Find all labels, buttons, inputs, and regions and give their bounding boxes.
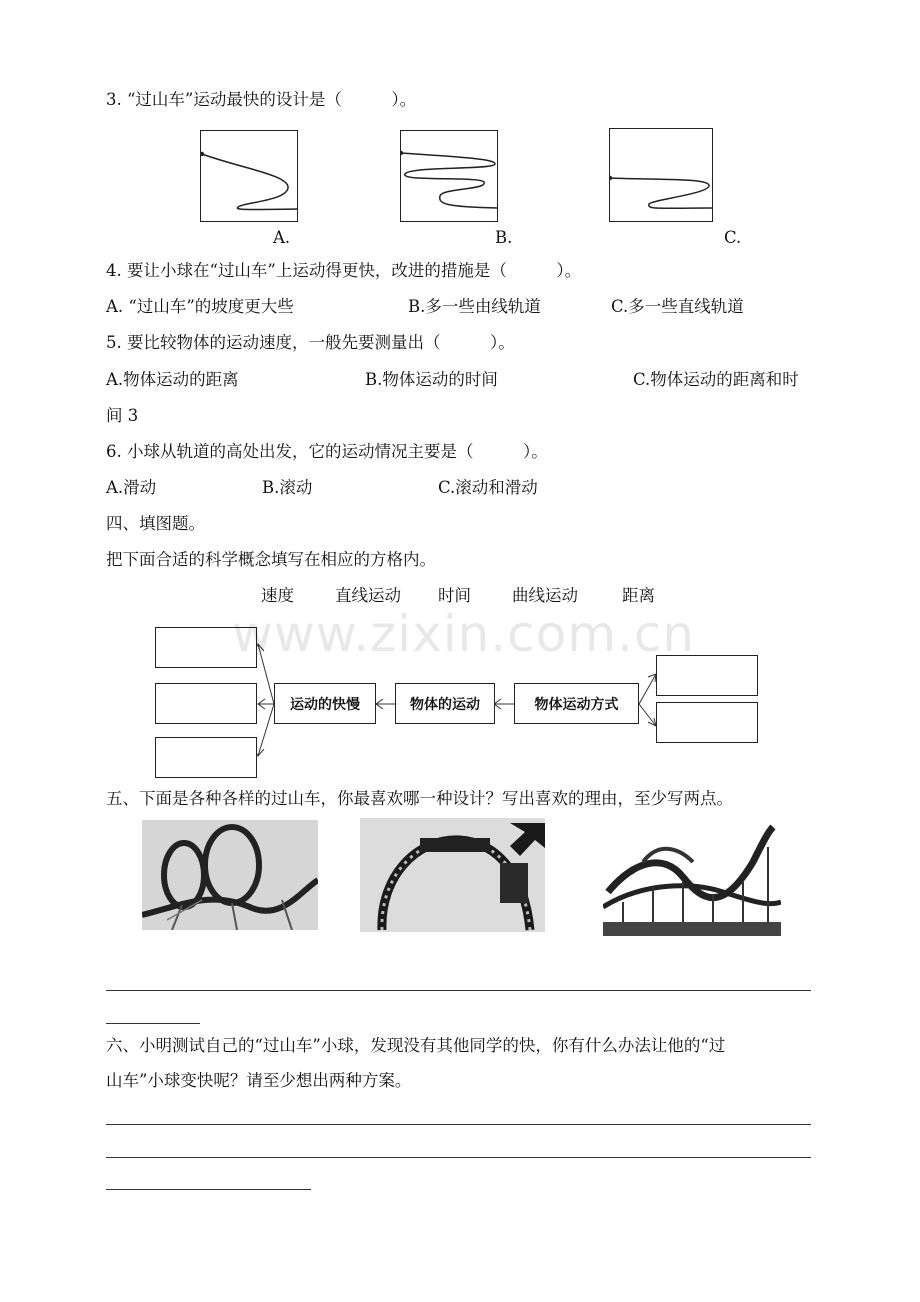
q4-option-c: C.多一些直线轨道 <box>611 297 744 316</box>
watermark: www.zixin.com.cn <box>232 605 696 663</box>
q5-option-c-continued: 间 3 <box>106 406 139 425</box>
roller-coaster-photo-loops <box>142 820 318 930</box>
track-b-curve <box>400 130 498 222</box>
section5-title: 五、下面是各种各样的过山车，你最喜欢哪一种设计？写出喜欢的理由，至少写两点。 <box>106 789 733 808</box>
q6-option-a: A.滑动 <box>106 478 157 497</box>
q6-text: 6. 小球从轨道的高处出发，它的运动情况主要是（ ）。 <box>106 442 548 461</box>
track-a-curve <box>200 130 298 222</box>
answer-line-5-1[interactable] <box>106 990 811 991</box>
q4-option-a: A. “过山车”的坡度更大些 <box>106 297 294 316</box>
box-motion-mode: 物体运动方式 <box>514 683 639 724</box>
fill-box-speed-3[interactable] <box>155 737 257 778</box>
section6-line1: 六、小明测试自己的“过山车”小球，发现没有其他同学的快，你有什么办法让他的“过 <box>106 1036 726 1055</box>
answer-line-5-2[interactable] <box>106 1023 200 1024</box>
q5-option-a: A.物体运动的距离 <box>106 370 239 389</box>
q5-option-b: B.物体运动的时间 <box>365 370 498 389</box>
track-diagram-a <box>200 130 298 222</box>
fill-box-speed-2[interactable] <box>155 683 257 724</box>
answer-line-6-1[interactable] <box>106 1124 811 1125</box>
q4-option-b: B.多一些由线轨道 <box>408 297 541 316</box>
track-label-c: C. <box>724 228 742 247</box>
roller-coaster-tall-image <box>603 822 781 936</box>
concept-word: 时间 <box>438 586 471 605</box>
track-diagram-b <box>400 130 498 222</box>
track-c-curve <box>609 128 713 222</box>
roller-coaster-loops-image <box>142 820 318 930</box>
answer-line-6-3[interactable] <box>106 1189 311 1190</box>
q3-text: 3. “过山车”运动最快的设计是（ ）。 <box>106 90 417 109</box>
track-label-a: A. <box>273 228 291 247</box>
section6-line2: 山车”小球变快呢？请至少想出两种方案。 <box>106 1071 412 1090</box>
concept-word: 速度 <box>261 586 294 605</box>
q5-option-c: C.物体运动的距离和时 <box>633 370 799 389</box>
concept-word: 距离 <box>622 586 655 605</box>
fill-box-mode-2[interactable] <box>656 702 758 743</box>
section4-title: 四、填图题。 <box>106 514 205 533</box>
answer-line-6-2[interactable] <box>106 1157 811 1158</box>
q4-text: 4. 要让小球在“过山车”上运动得更快，改进的措施是（ ）。 <box>106 261 582 280</box>
track-diagram-c <box>609 128 713 222</box>
q6-option-c: C.滚动和滑动 <box>438 478 538 497</box>
q6-option-b: B.滚动 <box>262 478 313 497</box>
box-speed: 运动的快慢 <box>274 683 376 724</box>
concept-word: 直线运动 <box>335 586 401 605</box>
roller-coaster-train-image <box>360 818 545 932</box>
roller-coaster-photo-tall <box>603 822 781 936</box>
section4-instruction: 把下面合适的科学概念填写在相应的方格内。 <box>106 550 436 569</box>
q5-text: 5. 要比较物体的运动速度，一般先要测量出（ ）。 <box>106 333 515 352</box>
box-motion: 物体的运动 <box>395 683 495 724</box>
roller-coaster-photo-train <box>360 818 545 932</box>
track-label-b: B. <box>495 228 513 247</box>
concept-word: 曲线运动 <box>512 586 578 605</box>
